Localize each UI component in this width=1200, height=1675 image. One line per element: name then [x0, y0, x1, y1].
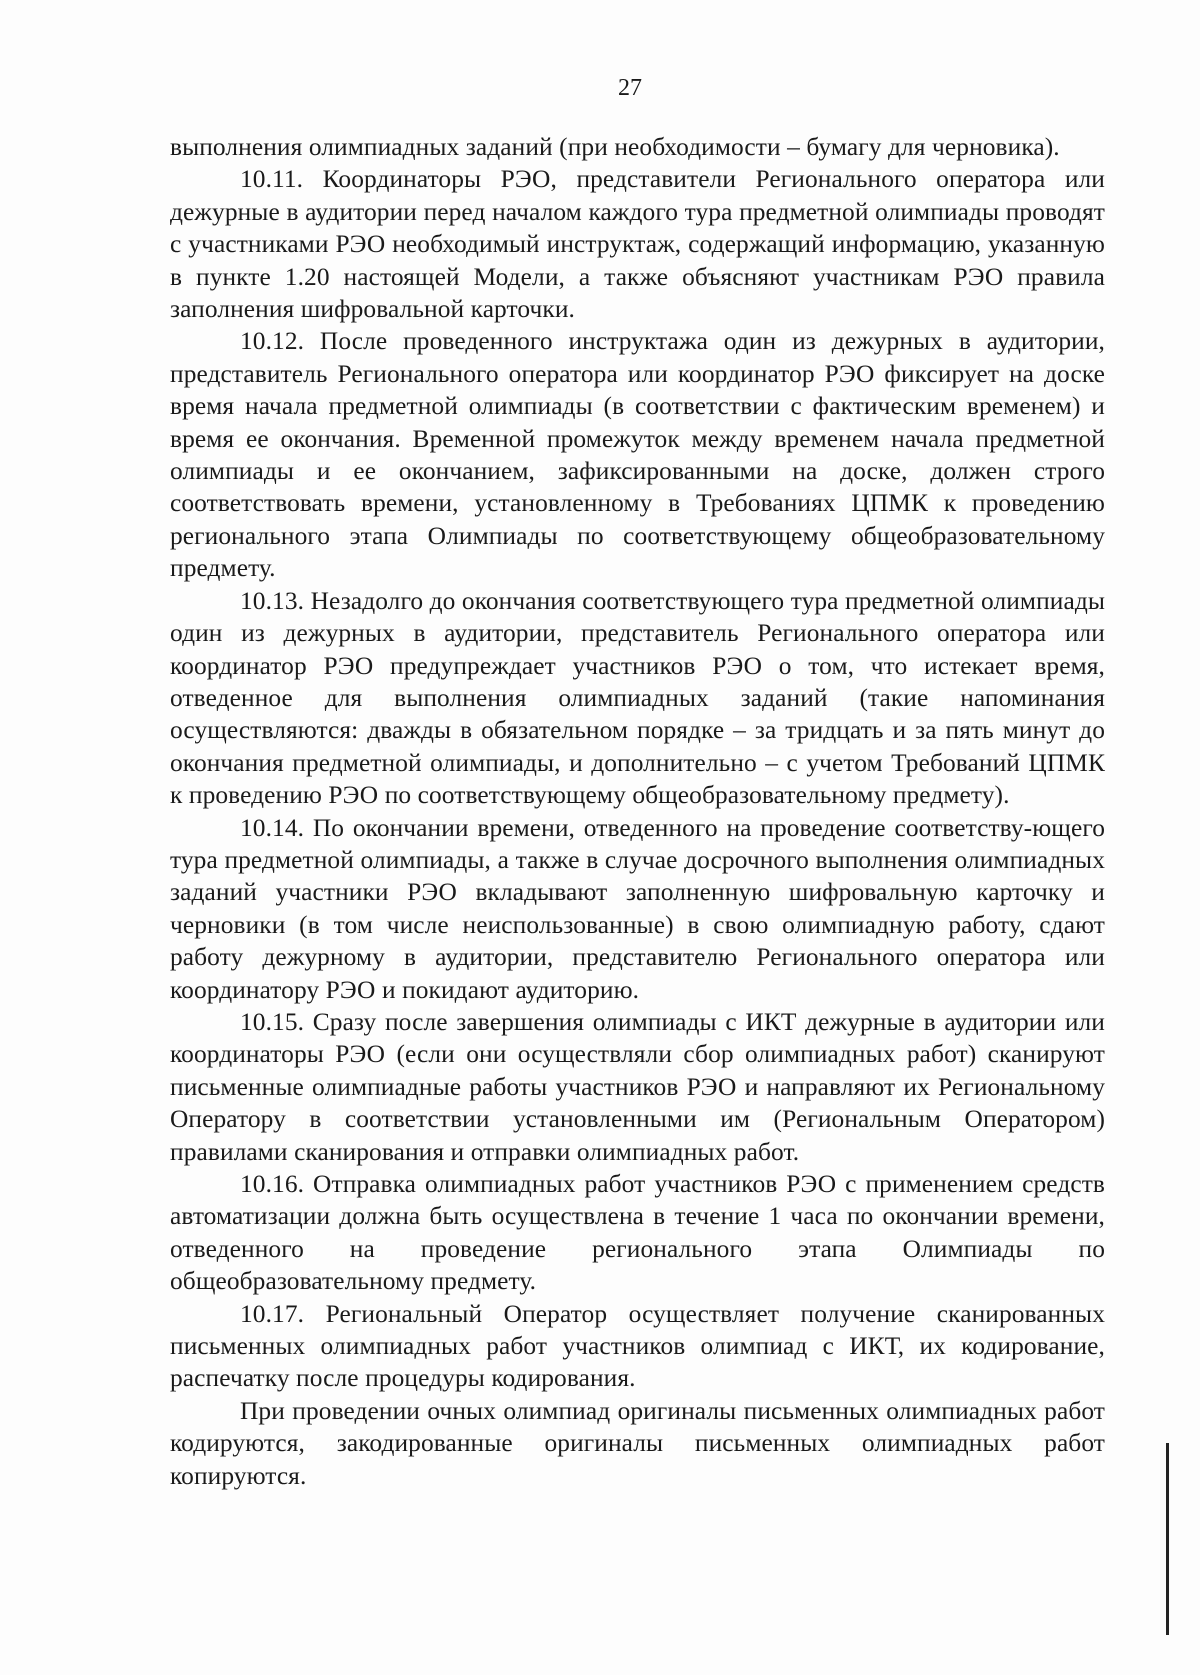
paragraph-10-11: 10.11. Координаторы РЭО, представители Регионального оператора или дежурные в аудитории перед началом каждого тура предметной олимпиады проводят с участниками РЭО необходимый инструктаж, содержащий информацию, указанную в пункте 1.20 настоящей Модели, а также объясняют участникам РЭО правила заполнения шифровальной карточки. — [170, 165, 1105, 324]
page-number: 27 — [618, 75, 642, 101]
paragraph-10-14: 10.14. По окончании времени, отведенного на проведение соответству-ющего тура предметной олимпиады, а также в случае досрочного выполнения олимпиадных заданий участники РЭО вкладывают заполненную шифровальную карточку и черновики (в том числе неиспользованные) в свою олимпиадную работу, сдают работу дежурному в аудитории, представителю Регионального оператора или координатору РЭО и покидают аудиторию. — [170, 813, 1105, 1004]
scan-margin-line — [1166, 1443, 1169, 1635]
paragraph-10-17: 10.17. Региональный Оператор осуществляет получение сканированных письменных олимпиадных работ участников олимпиад с ИКТ, их кодирование, распечатку после процедуры кодирования. — [170, 1299, 1105, 1393]
paragraph-10-16: 10.16. Отправка олимпиадных работ участников РЭО с применением средств автоматизации должна быть осуществлена в течение 1 часа по окончании времени, отведенного на проведение регионального этапа Олимпиады по общеобразовательному предмету. — [170, 1170, 1105, 1296]
paragraph-10-13: 10.13. Незадолго до окончания соответствующего тура предметной олимпиады один из дежурных в аудитории, представитель Регионального оператора или координатор РЭО предупреждает участников РЭО о том, что истекает время, отведенное для выполнения олимпиадных заданий (такие напоминания осуществляются: дважды в обязательном порядке – за тридцать и за пять минут до окончания предметной олимпиады, и дополнительно – с учетом Требований ЦПМК к проведению РЭО по соответствующему общеобразовательному предмету). — [170, 586, 1105, 810]
paragraph-originals: При проведении очных олимпиад оригиналы письменных олимпиадных работ кодируются, закодированные оригиналы письменных олимпиадных работ копируются. — [170, 1396, 1105, 1490]
paragraph-10-12: 10.12. После проведенного инструктажа один из дежурных в аудитории, представитель Регионального оператора или координатор РЭО фиксирует на доске время начала предметной олимпиады (в соответствии с фактическим временем) и время ее окончания. Временной промежуток между временем начала предметной олимпиады и ее окончанием, зафиксированными на доске, должен строго соответствовать времени, установленному в Требованиях ЦПМК к проведению регионального этапа Олимпиады по соответствующему общеобразовательному предмету. — [170, 327, 1105, 583]
paragraph-10-15: 10.15. Сразу после завершения олимпиады с ИКТ дежурные в аудитории или координаторы РЭО (если они осуществляли сбор олимпиадных работ) сканируют письменные олимпиадные работы участников РЭО и направляют их Региональному Оператору в соответствии установленными им (Региональным Оператором) правилами сканирования и отправки олимпиадных работ. — [170, 1007, 1105, 1166]
paragraph-continuation: выполнения олимпиадных заданий (при необходимости – бумагу для черновика). — [170, 133, 1060, 161]
document-body — [170, 131, 1105, 1492]
